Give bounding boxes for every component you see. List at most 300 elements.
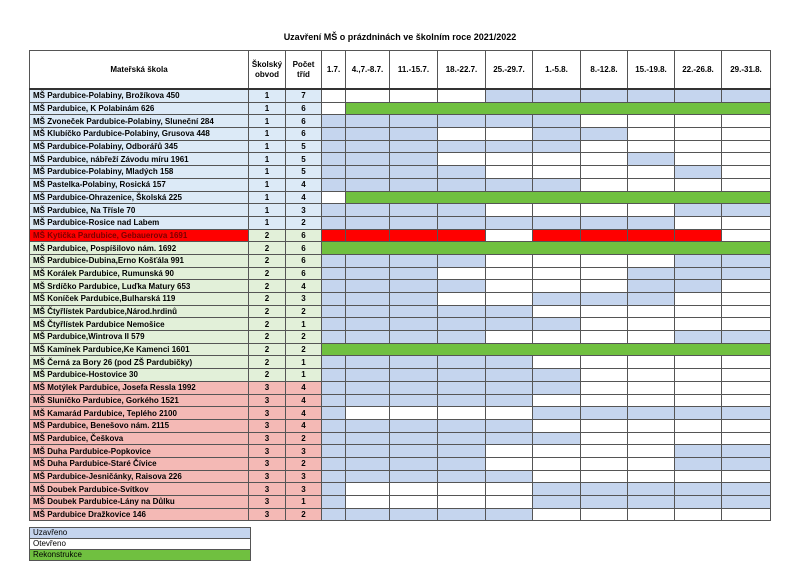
highlight-cell [533, 229, 581, 242]
open-cell [581, 153, 628, 166]
school-name: MŠ Doubek Pardubice-Lány na Důlku [30, 496, 249, 509]
header-trid: Počet tříd [286, 51, 322, 90]
closed-cell [346, 356, 390, 369]
closed-cell [533, 115, 581, 128]
closed-cell [322, 178, 346, 191]
closed-cell [486, 356, 533, 369]
open-cell [675, 305, 722, 318]
closed-cell [390, 280, 438, 293]
header-week: 1.7. [322, 51, 346, 90]
table-row [30, 102, 771, 115]
district-number: 2 [249, 356, 286, 369]
class-count: 3 [286, 483, 322, 496]
closed-cell [346, 166, 390, 179]
closed-cell [438, 445, 486, 458]
open-cell [533, 267, 581, 280]
open-cell [675, 318, 722, 331]
closed-cell [346, 293, 390, 306]
closed-cell [322, 483, 346, 496]
open-cell [438, 153, 486, 166]
school-name: MŠ Pardubice-Jesničánky, Raisova 226 [30, 470, 249, 483]
district-number: 3 [249, 407, 286, 420]
school-name: MŠ Pardubice-Hostovice 30 [30, 369, 249, 382]
closed-cell [322, 407, 346, 420]
open-cell [486, 445, 533, 458]
class-count: 3 [286, 293, 322, 306]
closed-cell [322, 381, 346, 394]
open-cell [346, 483, 390, 496]
school-name: MŠ Pardubice, Benešovo nám. 2115 [30, 419, 249, 432]
open-cell [722, 216, 771, 229]
open-cell [581, 204, 628, 217]
closed-cell [581, 293, 628, 306]
closed-cell [438, 280, 486, 293]
closed-cell [486, 216, 533, 229]
closed-cell [581, 496, 628, 509]
closed-cell [533, 381, 581, 394]
open-cell [628, 254, 675, 267]
table-row [30, 457, 771, 470]
closed-cell [346, 369, 390, 382]
open-cell [438, 293, 486, 306]
school-name: MŠ Černá za Bory 26 (pod ZŠ Pardubičky) [30, 356, 249, 369]
table-row [30, 496, 771, 509]
open-cell [722, 369, 771, 382]
table-row [30, 178, 771, 191]
closed-cell [533, 216, 581, 229]
open-cell [675, 508, 722, 521]
open-cell [628, 204, 675, 217]
closed-cell [438, 166, 486, 179]
open-cell [438, 496, 486, 509]
open-cell [533, 394, 581, 407]
school-name: MŠ Čtyřlístek Pardubice,Národ.hrdinů [30, 305, 249, 318]
closed-cell [390, 166, 438, 179]
open-cell [581, 508, 628, 521]
closed-cell [533, 318, 581, 331]
closed-cell [390, 140, 438, 153]
closed-cell [390, 254, 438, 267]
open-cell [486, 166, 533, 179]
class-count: 6 [286, 242, 322, 255]
closed-cell [628, 280, 675, 293]
class-count: 1 [286, 356, 322, 369]
closed-cell [722, 89, 771, 102]
school-name: MŠ Pardubice, Na Třísle 70 [30, 204, 249, 217]
table-row [30, 191, 771, 204]
header-week: 15.-19.8. [628, 51, 675, 90]
open-cell [486, 457, 533, 470]
closed-cell [675, 166, 722, 179]
closed-cell [390, 419, 438, 432]
closed-cell [390, 318, 438, 331]
closed-cell [322, 254, 346, 267]
open-cell [581, 470, 628, 483]
closed-cell [486, 419, 533, 432]
open-cell [722, 280, 771, 293]
open-cell [533, 166, 581, 179]
class-count: 1 [286, 318, 322, 331]
closed-cell [346, 204, 390, 217]
closed-cell [322, 128, 346, 141]
closed-cell [322, 394, 346, 407]
closed-cell [628, 267, 675, 280]
closed-cell [628, 496, 675, 509]
closed-cell [438, 254, 486, 267]
open-cell [486, 204, 533, 217]
closed-cell [533, 178, 581, 191]
open-cell [722, 140, 771, 153]
open-cell [628, 166, 675, 179]
district-number: 2 [249, 254, 286, 267]
school-name: MŠ Duha Pardubice-Staré Čívice [30, 457, 249, 470]
class-count: 2 [286, 457, 322, 470]
closed-cell [486, 115, 533, 128]
open-cell [581, 419, 628, 432]
closed-cell [581, 128, 628, 141]
school-name: MŠ Duha Pardubice-Popkovice [30, 445, 249, 458]
district-number: 1 [249, 153, 286, 166]
open-cell [322, 89, 346, 102]
class-count: 6 [286, 267, 322, 280]
open-cell [675, 369, 722, 382]
legend-label: Otevřeno [30, 539, 251, 550]
table-row [30, 407, 771, 420]
open-cell [675, 293, 722, 306]
table-row [30, 470, 771, 483]
highlight-cell [390, 229, 438, 242]
highlight-cell [438, 229, 486, 242]
closed-cell [486, 140, 533, 153]
closed-cell [675, 496, 722, 509]
closed-cell [346, 115, 390, 128]
highlight-cell [322, 229, 346, 242]
closed-cell [322, 280, 346, 293]
open-cell [438, 89, 486, 102]
open-cell [675, 140, 722, 153]
closed-cell [581, 483, 628, 496]
open-cell [486, 293, 533, 306]
district-number: 1 [249, 115, 286, 128]
header-week: 11.-15.7. [390, 51, 438, 90]
open-cell [722, 508, 771, 521]
open-cell [722, 419, 771, 432]
district-number: 2 [249, 331, 286, 344]
closed-cell [322, 305, 346, 318]
open-cell [486, 407, 533, 420]
table-row [30, 343, 771, 356]
open-cell [581, 445, 628, 458]
open-cell [628, 331, 675, 344]
closed-cell [346, 508, 390, 521]
closed-cell [390, 432, 438, 445]
class-count: 4 [286, 381, 322, 394]
class-count: 2 [286, 432, 322, 445]
district-number: 1 [249, 89, 286, 102]
closed-cell [486, 470, 533, 483]
class-count: 4 [286, 394, 322, 407]
closed-cell [322, 293, 346, 306]
closed-cell [581, 89, 628, 102]
closed-cell [346, 140, 390, 153]
class-count: 2 [286, 216, 322, 229]
closed-cell [322, 166, 346, 179]
district-number: 2 [249, 318, 286, 331]
school-name: MŠ Pardubice-Dubina,Erno Košťála 991 [30, 254, 249, 267]
header-week: 4.,7.-8.7. [346, 51, 390, 90]
table-row [30, 204, 771, 217]
closed-cell [722, 445, 771, 458]
class-count: 5 [286, 166, 322, 179]
open-cell [722, 115, 771, 128]
class-count: 4 [286, 191, 322, 204]
open-cell [486, 280, 533, 293]
table-row [30, 394, 771, 407]
table-row [30, 419, 771, 432]
open-cell [628, 445, 675, 458]
reconstruction-cell [346, 102, 771, 115]
school-name: MŠ Koníček Pardubice,Bulharská 119 [30, 293, 249, 306]
closed-cell [346, 457, 390, 470]
closed-cell [390, 128, 438, 141]
closed-cell [438, 115, 486, 128]
school-name: MŠ Srdíčko Pardubice, Luďka Matury 653 [30, 280, 249, 293]
district-number: 3 [249, 508, 286, 521]
school-name: MŠ Pastelka-Polabiny, Rosická 157 [30, 178, 249, 191]
district-number: 2 [249, 242, 286, 255]
table-row [30, 280, 771, 293]
district-number: 2 [249, 293, 286, 306]
class-count: 3 [286, 445, 322, 458]
district-number: 3 [249, 419, 286, 432]
open-cell [581, 318, 628, 331]
closed-cell [675, 331, 722, 344]
open-cell [675, 381, 722, 394]
open-cell [322, 191, 346, 204]
open-cell [581, 369, 628, 382]
school-name: MŠ Sluníčko Pardubice, Gorkého 1521 [30, 394, 249, 407]
open-cell [581, 280, 628, 293]
class-count: 7 [286, 89, 322, 102]
district-number: 1 [249, 128, 286, 141]
open-cell [628, 394, 675, 407]
closed-cell [628, 483, 675, 496]
closed-cell [628, 216, 675, 229]
closed-cell [722, 496, 771, 509]
closed-cell [486, 381, 533, 394]
class-count: 2 [286, 343, 322, 356]
open-cell [722, 470, 771, 483]
closed-cell [390, 331, 438, 344]
table-row [30, 381, 771, 394]
school-name: MŠ Kamarád Pardubice, Teplého 2100 [30, 407, 249, 420]
class-count: 2 [286, 331, 322, 344]
district-number: 3 [249, 445, 286, 458]
open-cell [533, 356, 581, 369]
closed-cell [486, 305, 533, 318]
open-cell [722, 293, 771, 306]
header-week: 22.-26.8. [675, 51, 722, 90]
class-count: 1 [286, 369, 322, 382]
closed-cell [346, 432, 390, 445]
table-body [30, 89, 771, 521]
closed-cell [346, 470, 390, 483]
district-number: 3 [249, 457, 286, 470]
open-cell [533, 305, 581, 318]
open-cell [533, 470, 581, 483]
reconstruction-cell [346, 191, 771, 204]
open-cell [581, 305, 628, 318]
closed-cell [533, 140, 581, 153]
district-number: 3 [249, 394, 286, 407]
open-cell [581, 381, 628, 394]
closed-cell [628, 407, 675, 420]
closed-cell [438, 305, 486, 318]
class-count: 6 [286, 115, 322, 128]
class-count: 2 [286, 508, 322, 521]
open-cell [486, 267, 533, 280]
closed-cell [390, 356, 438, 369]
legend-item [30, 550, 251, 561]
district-number: 2 [249, 305, 286, 318]
school-name: MŠ Pardubice-Polabiny, Mladých 158 [30, 166, 249, 179]
highlight-cell [628, 229, 675, 242]
open-cell [438, 407, 486, 420]
closed-cell [438, 178, 486, 191]
closed-cell [438, 331, 486, 344]
closed-cell [346, 419, 390, 432]
open-cell [581, 432, 628, 445]
closed-cell [675, 407, 722, 420]
open-cell [675, 356, 722, 369]
table-row [30, 331, 771, 344]
closed-cell [438, 369, 486, 382]
closed-cell [438, 470, 486, 483]
closed-cell [628, 293, 675, 306]
closed-cell [390, 394, 438, 407]
table-row [30, 293, 771, 306]
open-cell [486, 229, 533, 242]
closed-cell [346, 178, 390, 191]
table-row [30, 216, 771, 229]
closed-cell [581, 216, 628, 229]
open-cell [722, 394, 771, 407]
closed-cell [390, 445, 438, 458]
closed-cell [346, 254, 390, 267]
open-cell [628, 369, 675, 382]
school-name: MŠ Čtyřlístek Pardubice Nemošice [30, 318, 249, 331]
closed-cell [390, 178, 438, 191]
table-row [30, 242, 771, 255]
closed-cell [346, 216, 390, 229]
page-title: Uzavření MŠ o prázdninách ve školním roce 2021/2022 [283, 32, 517, 42]
open-cell [486, 128, 533, 141]
open-cell [722, 305, 771, 318]
closed-cell [390, 457, 438, 470]
closed-cell [322, 204, 346, 217]
table-row [30, 254, 771, 267]
closed-cell [390, 305, 438, 318]
closed-cell [346, 267, 390, 280]
open-cell [486, 483, 533, 496]
district-number: 2 [249, 280, 286, 293]
closed-cell [390, 470, 438, 483]
school-name: MŠ Pardubice-Polabiny, Odborářů 345 [30, 140, 249, 153]
open-cell [722, 153, 771, 166]
table-row [30, 483, 771, 496]
closed-cell [390, 293, 438, 306]
open-cell [346, 496, 390, 509]
closed-cell [322, 419, 346, 432]
open-cell [322, 102, 346, 115]
closed-cell [438, 457, 486, 470]
district-number: 3 [249, 483, 286, 496]
open-cell [533, 153, 581, 166]
open-cell [675, 470, 722, 483]
open-cell [628, 470, 675, 483]
open-cell [628, 140, 675, 153]
district-number: 3 [249, 470, 286, 483]
closed-cell [438, 204, 486, 217]
closed-cell [533, 483, 581, 496]
closed-cell [722, 254, 771, 267]
table-row [30, 140, 771, 153]
open-cell [486, 496, 533, 509]
closed-cell [675, 457, 722, 470]
open-cell [533, 254, 581, 267]
open-cell [675, 394, 722, 407]
highlight-cell [346, 229, 390, 242]
school-name: MŠ Zvoneček Pardubice-Polabiny, Sluneční 284 [30, 115, 249, 128]
school-name: MŠ Klubíčko Pardubice-Polabiny, Grusova 448 [30, 128, 249, 141]
open-cell [533, 508, 581, 521]
table-row [30, 115, 771, 128]
district-number: 1 [249, 216, 286, 229]
table-row [30, 356, 771, 369]
closed-cell [346, 318, 390, 331]
closure-table [29, 50, 771, 521]
open-cell [628, 508, 675, 521]
closed-cell [675, 204, 722, 217]
open-cell [628, 419, 675, 432]
open-cell [346, 89, 390, 102]
closed-cell [322, 216, 346, 229]
open-cell [581, 394, 628, 407]
open-cell [628, 115, 675, 128]
open-cell [390, 407, 438, 420]
closed-cell [390, 508, 438, 521]
closed-cell [346, 280, 390, 293]
district-number: 2 [249, 369, 286, 382]
school-name: MŠ Pardubice, K Polabinám 626 [30, 102, 249, 115]
closed-cell [322, 508, 346, 521]
legend-label: Rekonstrukce [30, 550, 251, 561]
open-cell [722, 381, 771, 394]
district-number: 1 [249, 140, 286, 153]
closed-cell [322, 369, 346, 382]
open-cell [346, 407, 390, 420]
closed-cell [438, 419, 486, 432]
open-cell [675, 115, 722, 128]
header-week: 18.-22.7. [438, 51, 486, 90]
reconstruction-cell [322, 343, 771, 356]
class-count: 3 [286, 470, 322, 483]
open-cell [438, 267, 486, 280]
closed-cell [675, 89, 722, 102]
header-week: 29.-31.8. [722, 51, 771, 90]
closed-cell [722, 204, 771, 217]
closed-cell [486, 318, 533, 331]
